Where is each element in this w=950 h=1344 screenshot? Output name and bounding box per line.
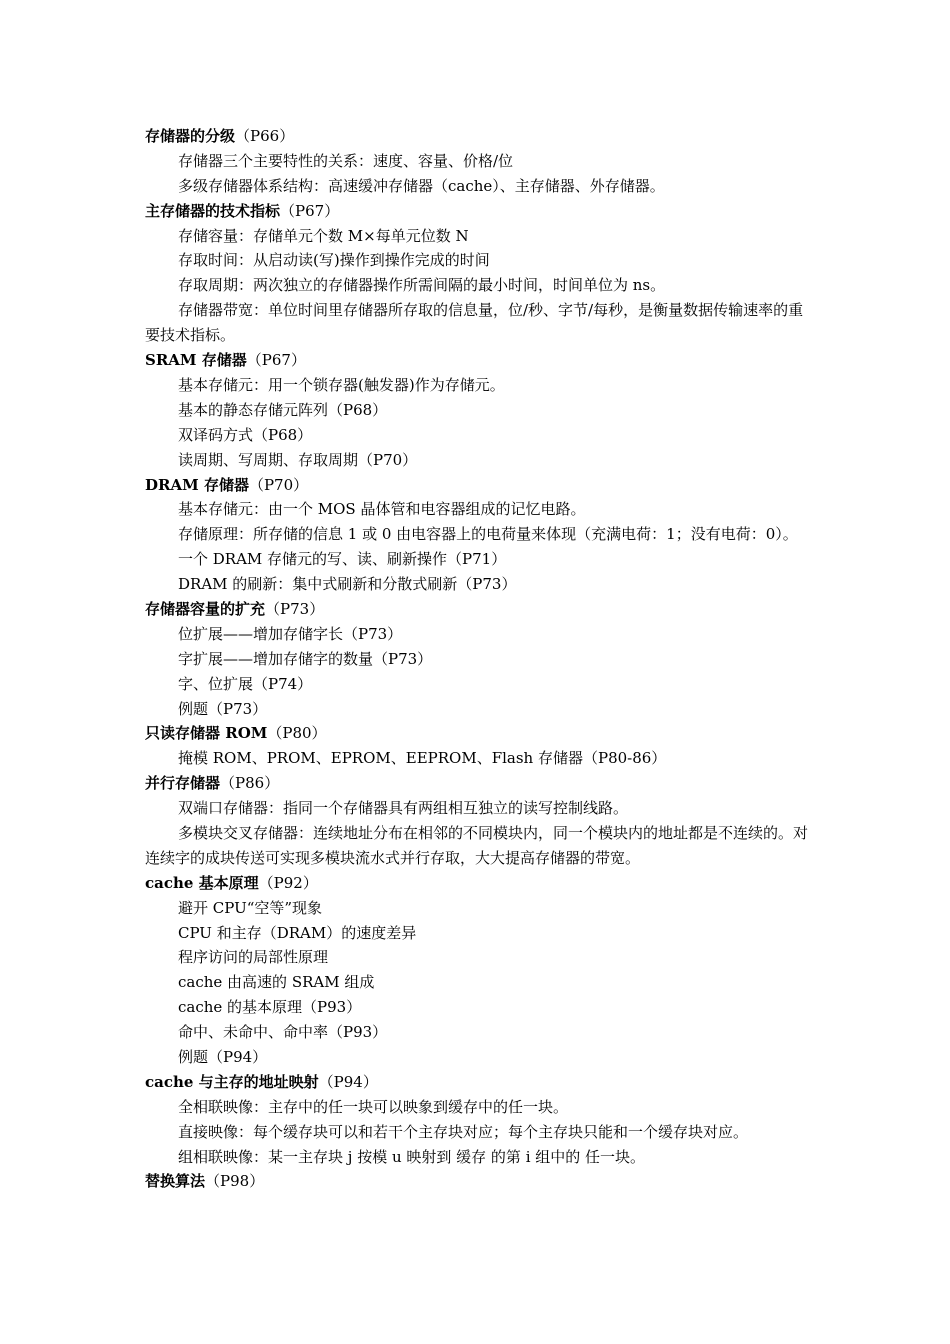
- list-item: 全相联映像：主存中的任一块可以映象到缓存中的任一块。: [178, 1097, 569, 1116]
- list-item: 例题（P94）: [178, 1048, 268, 1067]
- list-item: 存取周期：两次独立的存储器操作所需间隔的最小时间，时间单位为 ns。: [178, 276, 666, 295]
- heading-page-ref: （P70）: [248, 475, 309, 494]
- list-item: 基本的静态存储元阵列（P68）: [178, 400, 388, 419]
- heading-page-ref: （P67）: [246, 351, 306, 370]
- list-item: 双译码方式（P68）: [178, 425, 313, 444]
- heading-page-ref: （P73）: [265, 599, 325, 618]
- list-item: 组相联映像：某一主存块 j 按模 u 映射到 缓存 的第 i 组中的 任一块。: [178, 1147, 646, 1166]
- list-item: 读周期、写周期、存取周期（P70）: [178, 450, 418, 469]
- section-heading: [145, 124, 815, 149]
- heading-title: 替换算法: [145, 1172, 206, 1191]
- list-item: 存储器三个主要特性的关系：速度、容量、价格/位: [178, 151, 514, 170]
- list-item: cache 的基本原理（P93）: [178, 998, 362, 1017]
- list-item: 一个 DRAM 存储元的写、读、刷新操作（P71）: [178, 550, 507, 569]
- list-item: 双端口存储器：指同一个存储器具有两组相互独立的读写控制线路。: [178, 799, 629, 818]
- heading-title: 并行存储器: [145, 774, 221, 793]
- heading-page-ref: （P94）: [318, 1072, 378, 1091]
- list-item: 字、位扩展（P74）: [178, 674, 313, 693]
- heading-title: 存储器容量的扩充: [145, 599, 266, 618]
- heading-title: 存储器的分级: [145, 127, 236, 145]
- section-heading: [145, 1070, 815, 1095]
- heading-title: cache 与主存的地址映射: [145, 1072, 319, 1091]
- list-item: 字扩展——增加存储字的数量（P73）: [178, 649, 433, 668]
- section-heading: [145, 871, 815, 896]
- section-heading: [145, 348, 815, 373]
- heading-title: DRAM 存储器: [145, 475, 249, 494]
- heading-page-ref: （P66）: [235, 127, 295, 145]
- list-item-wrapped: 存储原理：所存储的信息 1 或 0 由电容器上的电荷量来体现（充满电荷：1；没有电荷：0）。: [178, 525, 798, 544]
- heading-title: SRAM 存储器: [145, 351, 247, 370]
- list-item-wrapped: 多模块交叉存储器：连续地址分布在相邻的不同模块内，同一个模块内的地址都是不连续的。对连续字的成块传送可实现多模块流水式并行存取，大大提高存储器的带宽。: [145, 823, 809, 867]
- section-heading: [145, 1169, 815, 1194]
- list-item: cache 由高速的 SRAM 组成: [178, 973, 375, 992]
- section-heading: [145, 771, 815, 796]
- heading-page-ref: （P98）: [205, 1172, 265, 1191]
- list-item: CPU 和主存（DRAM）的速度差异: [178, 923, 417, 942]
- section-heading: [145, 199, 815, 224]
- list-item: 例题（P73）: [178, 699, 268, 718]
- heading-page-ref: （P86）: [220, 774, 280, 793]
- list-item: DRAM 的刷新：集中式刷新和分散式刷新（P73）: [178, 575, 517, 594]
- heading-page-ref: （P92）: [258, 873, 318, 892]
- heading-title: 只读存储器 ROM: [145, 724, 268, 743]
- heading-title: cache 基本原理: [145, 873, 259, 892]
- heading-page-ref: （P67）: [280, 201, 340, 220]
- list-item: 掩模 ROM、PROM、EPROM、EEPROM、Flash 存储器（P80-86）: [178, 749, 667, 768]
- heading-title: 主存储器的技术指标: [145, 201, 281, 220]
- list-item: 基本存储元：由一个 MOS 晶体管和电容器组成的记忆电路。: [178, 500, 586, 519]
- list-item: 避开 CPU“空等”现象: [178, 898, 323, 917]
- list-item: 存取时间：从启动读(写)操作到操作完成的时间: [178, 251, 490, 270]
- list-item: 基本存储元：用一个锁存器(触发器)作为存储元。: [178, 375, 505, 394]
- list-item: 命中、未命中、命中率（P93）: [178, 1023, 388, 1042]
- heading-page-ref: （P80）: [267, 724, 327, 743]
- list-item: 直接映像：每个缓存块可以和若干个主存块对应；每个主存块只能和一个缓存块对应。: [178, 1122, 749, 1141]
- section-heading: [145, 721, 815, 746]
- document-body: [145, 124, 815, 1194]
- list-item: 程序访问的局部性原理: [178, 948, 329, 967]
- list-item: 位扩展——增加存储字长（P73）: [178, 624, 403, 643]
- section-heading: [145, 597, 815, 622]
- list-item-wrapped: 存储器带宽：单位时间里存储器所存取的信息量，位/秒、字节/每秒，是衡量数据传输速率的重要技术指标。: [145, 301, 804, 345]
- section-heading: [145, 473, 815, 498]
- list-item: 多级存储器体系结构：高速缓冲存储器（cache）、主存储器、外存储器。: [178, 176, 665, 195]
- list-item: 存储容量：存储单元个数 M×每单元位数 N: [178, 226, 469, 245]
